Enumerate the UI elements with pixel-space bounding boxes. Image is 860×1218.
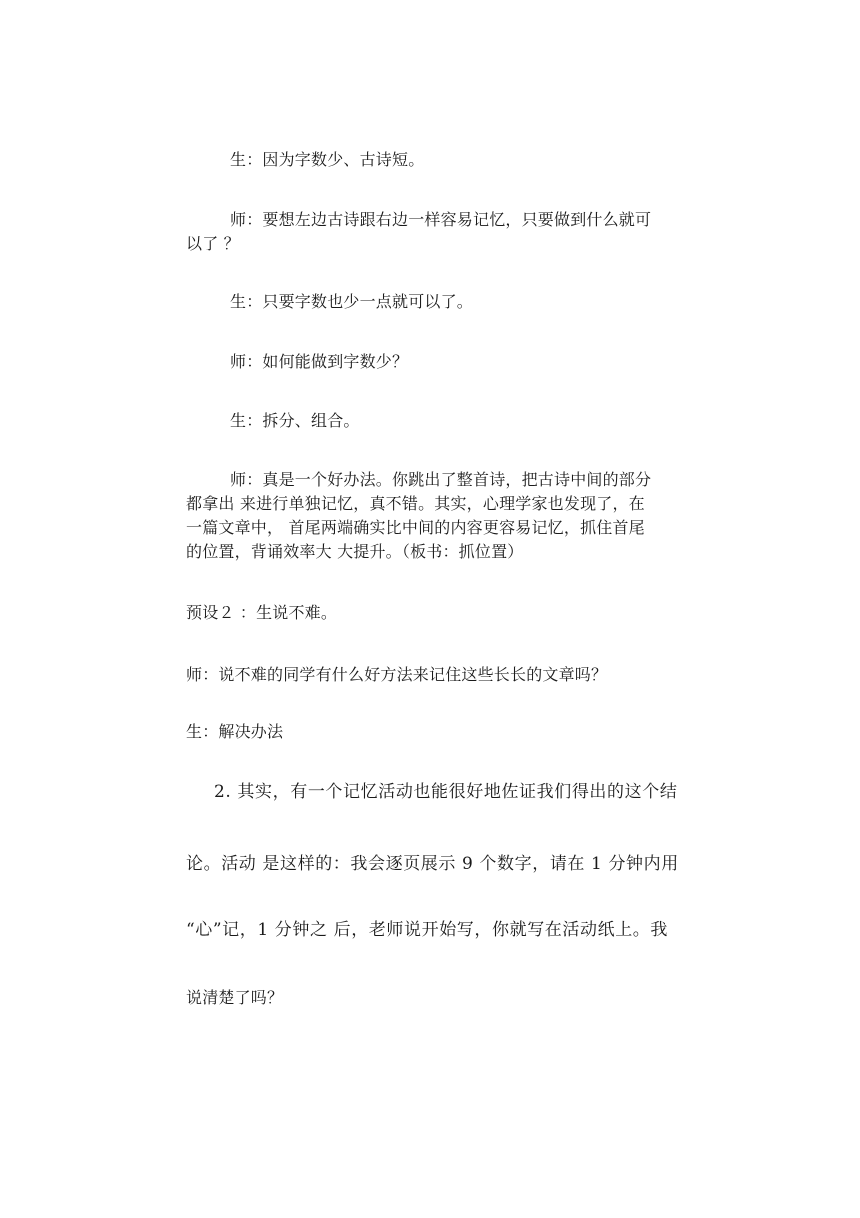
text-line: 师：说不难的同学有什么好方法来记住这些长长的文章吗？ — [186, 665, 608, 684]
text-line: 生：拆分、组合。 — [230, 411, 360, 430]
text-line: 预设２ ：生说不难。 — [186, 603, 338, 622]
text-line: 生：因为字数少、古诗短。 — [230, 150, 425, 169]
text-line: 师：如何能做到字数少？ — [230, 352, 409, 371]
text-line: 2. 其实，有一个记忆活动也能很好地佐证我们得出的这个结 — [214, 782, 678, 802]
text-line: 论。活动 是这样的：我会逐页展示 9 个数字，请在 1 分钟内用 — [186, 854, 679, 874]
text-line: 以了 ？ — [186, 234, 240, 253]
text-line: 的位置，背诵效率大 大提升。（板书：抓位置） — [186, 542, 524, 561]
text-line: 生：解决办法 — [186, 722, 284, 741]
text-line: 生：只要字数也少一点就可以了。 — [230, 292, 474, 311]
text-line: 一篇文章中， 首尾两端确实比中间的内容更容易记忆，抓住首尾 — [186, 518, 645, 537]
text-line: 说清楚了吗？ — [186, 988, 284, 1007]
text-line: 都拿出 来进行单独记忆，真不错。其实，心理学家也发现了，在 — [186, 494, 645, 513]
text-line: 师：真是一个好办法。你跳出了整首诗，把古诗中间的部分 — [230, 470, 652, 489]
text-line: “心”记，1 分钟之 后，老师说开始写，你就写在活动纸上。我 — [186, 920, 669, 940]
text-line: 师：要想左边古诗跟右边一样容易记忆，只要做到什么就可 — [230, 210, 652, 229]
